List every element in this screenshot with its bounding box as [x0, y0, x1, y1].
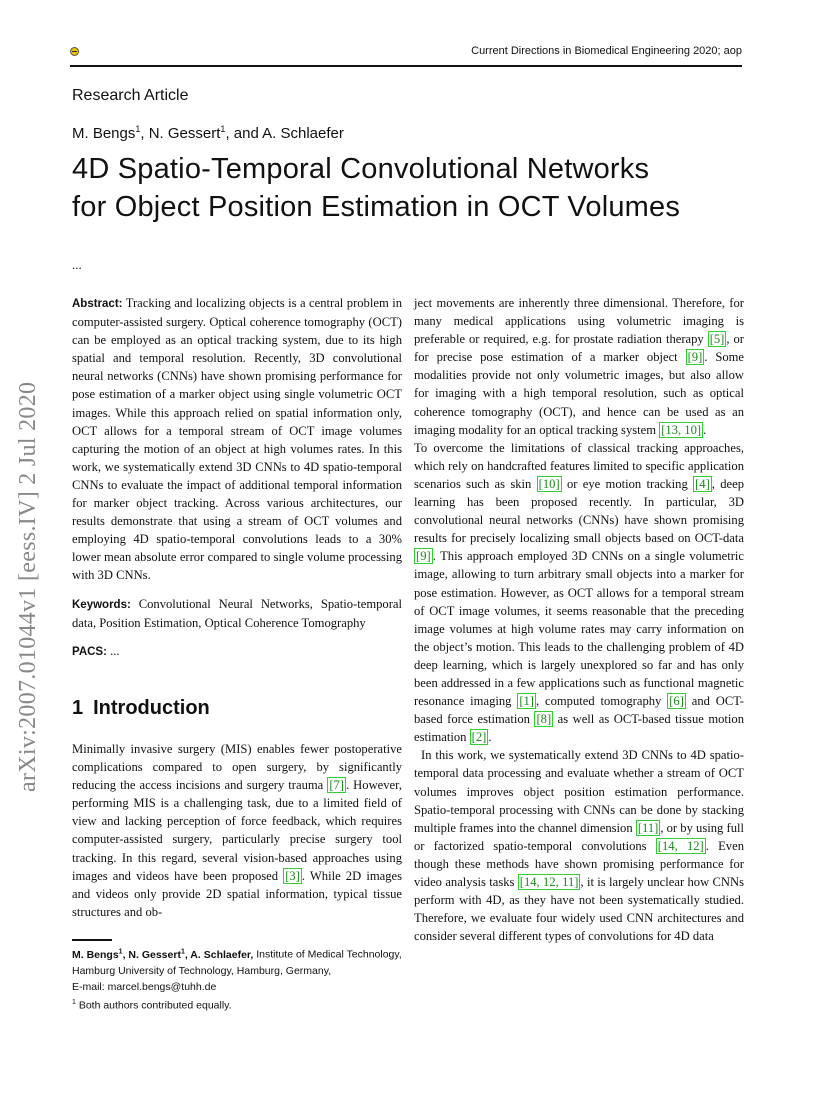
- author-name: M. Bengs: [72, 948, 119, 961]
- pacs-label: PACS:: [72, 645, 107, 658]
- journal-header: Current Directions in Biomedical Engineering 2020; aop: [471, 45, 742, 57]
- paragraph: [414, 294, 744, 439]
- citation-link[interactable]: [3]: [285, 868, 300, 883]
- keywords: [72, 595, 402, 632]
- arxiv-identifier[interactable]: arXiv:2007.01044v1 [eess.IV] 2 Jul 2020: [15, 381, 41, 792]
- arxiv-stamp[interactable]: [15, 312, 46, 792]
- title-line: 4D Spatio-Temporal Convolutional Networks: [72, 153, 650, 185]
- text-run: . This approach employed 3D CNNs on a single volumetric image, allowing to turn arbitrary small objects into a marker for pose estimation. However, as OCT allows for a temporal stream of OCT image volumes, it seems reasonable that the preceding image volumes at high volume rates may carry information on the object’s motion. This leads to the challenging problem of 4D deep learning, which is largely unexplored so far and has only been addressed in a few applications such as functional magnetic resonance imaging: [414, 549, 744, 709]
- author-name: , A. Schlaefer,: [184, 948, 254, 961]
- citation-link[interactable]: [14, 12]: [657, 838, 704, 853]
- section-title: Introduction: [93, 697, 210, 719]
- citation-link[interactable]: [4]: [695, 476, 710, 491]
- author-affiliation-mark: 1: [180, 948, 185, 955]
- text-run: . While 2D images and videos only provide 2D spatial information, typical tissue structures and ob-: [72, 868, 402, 919]
- pacs-text: ...: [110, 643, 120, 658]
- author-list: [72, 124, 344, 142]
- citation-link[interactable]: [9]: [416, 549, 431, 564]
- author-name: , N. Gessert: [122, 948, 181, 961]
- text-run: Minimally invasive surgery (MIS) enables fewer postoperative complications compared to open surgery, by significantly reducing the access incisions and surgery trauma: [72, 742, 402, 793]
- citation-link[interactable]: [13, 10]: [661, 422, 702, 437]
- text-run: , or for precise pose estimation of a marker object: [414, 332, 744, 365]
- abstract-text: Tracking and localizing objects is a central problem in computer-assisted surgery. Optical coherence tomography (OCT) can be employed as an optical tracking system, due to its high spatial and temporal resolution. Recently, 3D convolutional neural networks (CNNs) have shown promising performance for pose estimation of a marker object using single volumetric OCT images. While this approach relied on spatial information only, OCT allows for a temporal stream of OCT image volumes capturing the motion of an object at high volumes rates. In this work, we systematically extend 3D CNNs to 4D spatio-temporal CNNs to evaluate the impact of additional temporal information for marker object tracking. Across various architectures, our results demonstrate that using a stream of OCT volumes and employing 4D spatio-temporal convolutions leads to a 30% lower mean absolute error compared to single volume processing with 3D CNNs.: [72, 296, 402, 583]
- journal-logo-icon: [70, 47, 79, 56]
- intro-body: [72, 740, 402, 921]
- text-run: , it is largely unclear how CNNs perform with 4D, as they have not been systematically studied. Therefore, we evaluate four widely used CNN architectures and consider several different types of convolutions for 4D data: [414, 875, 745, 944]
- text-run: or eye motion tracking: [561, 476, 694, 491]
- text-run: and OCT-based force estimation: [414, 694, 744, 727]
- text-run: . Even though these methods have shown promising performance for video analysis tasks: [414, 838, 744, 889]
- footnote-text: Both authors contributed equally.: [75, 999, 232, 1011]
- text-run: .: [703, 422, 707, 437]
- citation-link[interactable]: [8]: [536, 712, 552, 727]
- citation-link[interactable]: [6]: [669, 694, 684, 709]
- footnotes: [72, 944, 402, 1013]
- author-name: M. Bengs: [72, 125, 136, 142]
- equal-contribution-note: [72, 995, 402, 1014]
- citation-link[interactable]: [11]: [637, 820, 659, 835]
- abstract: [72, 294, 402, 585]
- text-run: , deep learning has been proposed recently. In particular, 3D convolutional neural networks (CNNs) have shown promising results for precisely localizing small objects based on OCT-data: [414, 476, 744, 546]
- keywords-text: Convolutional Neural Networks, Spatio-temporal data, Position Estimation, Optical Coherence Tomography: [72, 596, 402, 630]
- ellipsis: ...: [72, 257, 82, 272]
- paragraph: [414, 439, 744, 747]
- text-run: . However, performing MIS is a challenging task, due to a limited field of view and lacking perception of force feedback, which requires computer-assisted surgery, particularly precise surgery tool tracking. In this regard, several vision-based approaches using images and videos have been proposed: [72, 778, 402, 883]
- author-name: , N. Gessert: [140, 125, 221, 142]
- author-affiliation-mark: 1: [220, 124, 226, 134]
- title-line: for Object Position Estimation in OCT Volumes: [72, 191, 681, 223]
- author-affiliation-mark: 1: [135, 124, 141, 134]
- email-line: E-mail: marcel.bengs@tuhh.de: [72, 980, 217, 993]
- footnote-rule: [72, 939, 112, 941]
- text-run: To overcome the limitations of classical tracking approaches, which rely on handcrafted features limited to specific application scenarios such as skin: [414, 440, 744, 491]
- text-run: , or by using full or factorized spatio-temporal convolutions: [414, 820, 744, 853]
- section-heading: [72, 697, 210, 720]
- text-run: , computed tomography: [536, 694, 668, 709]
- pacs: [72, 642, 402, 661]
- text-run: ject movements are inherently three dimensional. Therefore, for many medical applications using volumetric imaging is preferable or required, e.g. for prostate radiation therapy: [414, 296, 744, 347]
- left-column: [72, 294, 402, 661]
- text-run: as well as OCT-based tissue motion estimation: [414, 712, 745, 745]
- citation-link[interactable]: [14, 12, 11]: [519, 875, 579, 889]
- right-column: [414, 294, 744, 945]
- header-rule: [70, 65, 742, 67]
- section-number: 1: [72, 697, 84, 719]
- footnote-mark: 1: [72, 998, 76, 1006]
- text-run: . Some modalities provide not only volumetric images, but also allow for imaging with a high temporal resolution, such as optical coherence tomography (OCT), and hence can be used as an imaging modality for an optical tracking system: [414, 350, 745, 437]
- affiliation-text: Institute of Medical Technology, Hamburg University of Technology, Hamburg, Germany,: [72, 948, 402, 977]
- author-name: , and A. Schlaefer: [225, 125, 344, 142]
- abstract-label: Abstract:: [72, 298, 123, 310]
- article-type: Research Article: [72, 87, 189, 104]
- citation-link[interactable]: [1]: [519, 694, 534, 709]
- text-run: .: [488, 730, 492, 745]
- keywords-label: Keywords:: [72, 598, 131, 611]
- citation-link[interactable]: [9]: [687, 350, 703, 365]
- text-run: In this work, we systematically extend 3D CNNs to 4D spatio-temporal data processing and evaluate whether a stream of OCT volumes improves object position estimation performance. Spatio-temporal processing with CNNs can be done by stacking multiple frames into the channel dimension: [414, 748, 744, 835]
- citation-link[interactable]: [7]: [329, 778, 344, 793]
- citation-link[interactable]: [2]: [471, 730, 487, 745]
- paper-title: [72, 150, 772, 226]
- author-affiliation-mark: 1: [118, 948, 123, 955]
- author-affiliation-note: [72, 944, 402, 979]
- paragraph: [72, 740, 402, 921]
- paragraph: [414, 746, 744, 945]
- citation-link[interactable]: [10]: [538, 476, 560, 491]
- citation-link[interactable]: [5]: [709, 332, 725, 347]
